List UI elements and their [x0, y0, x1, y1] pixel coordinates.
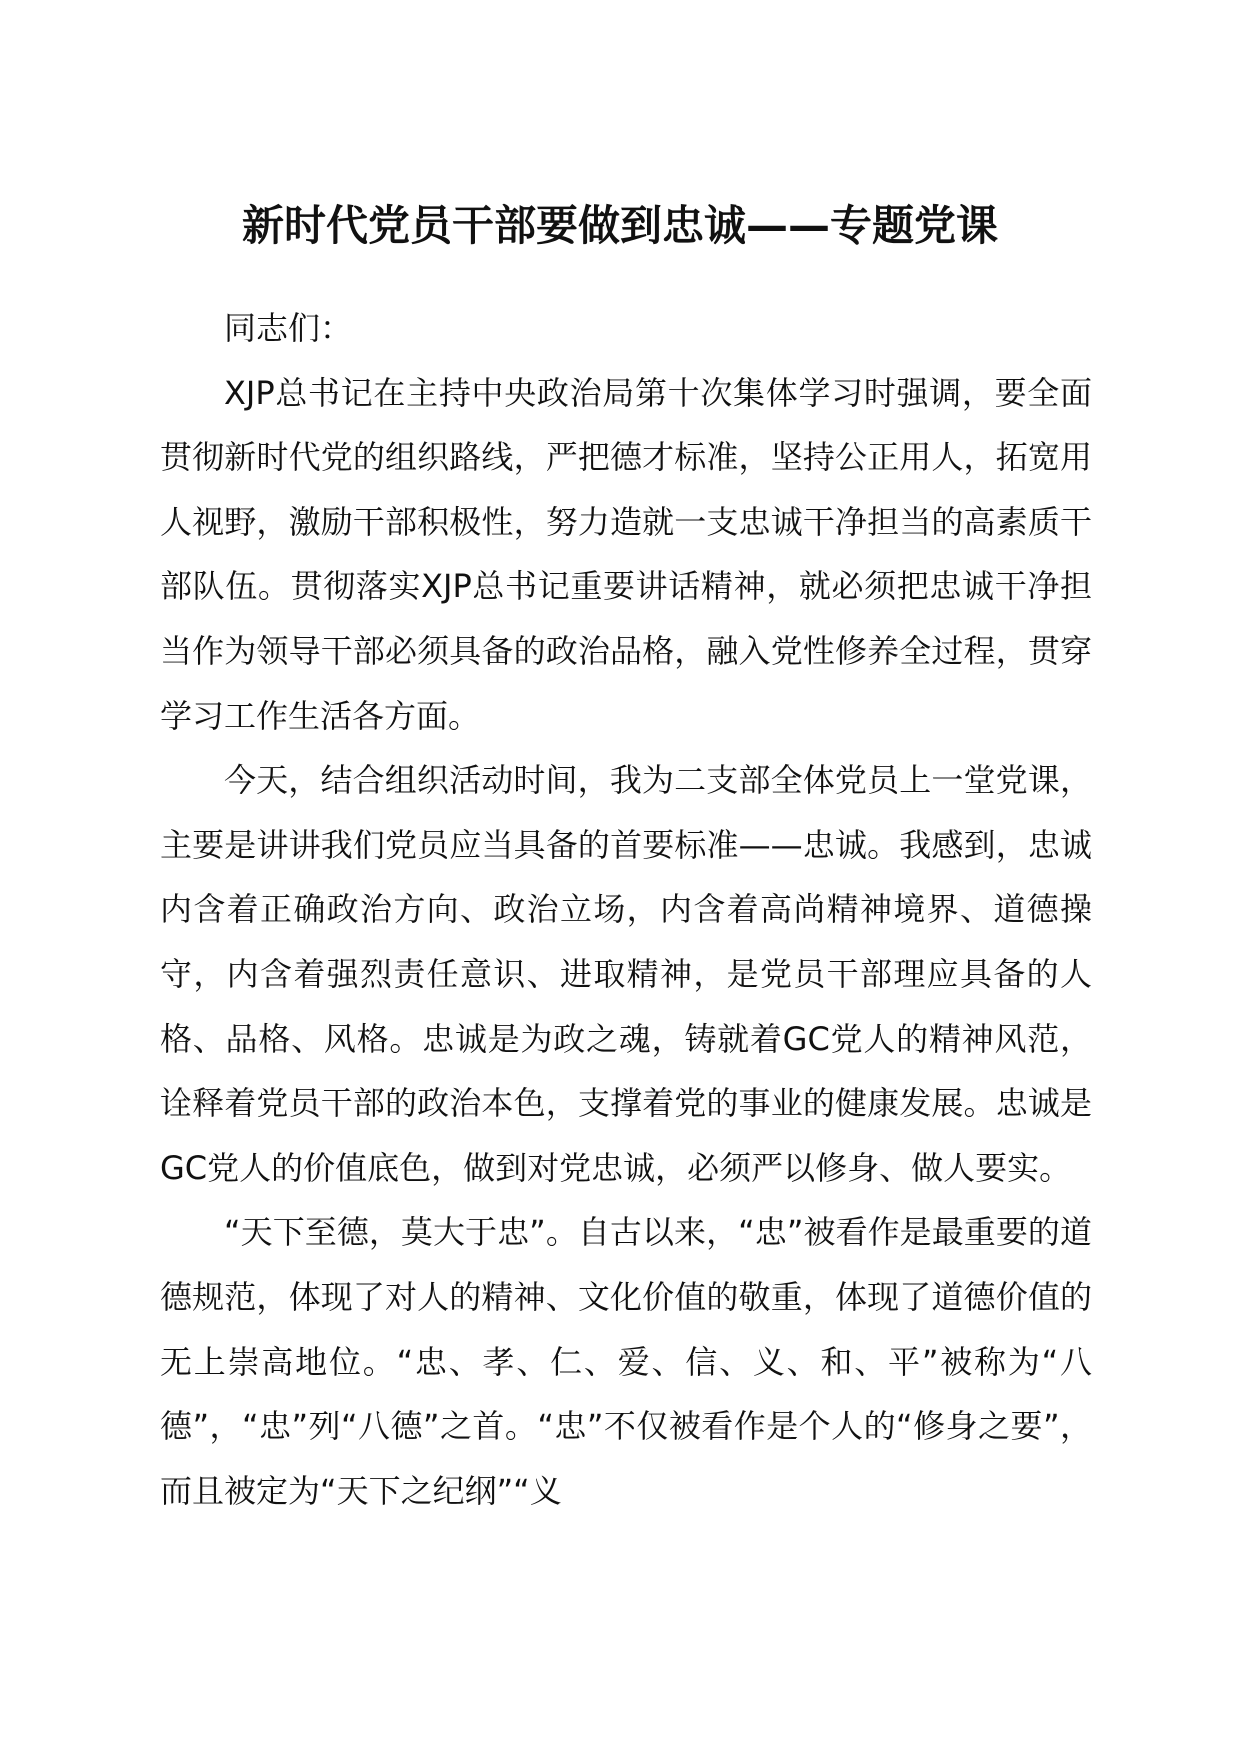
paragraph-1: XJP总书记在主持中央政治局第十次集体学习时强调，要全面贯彻新时代党的组织路线，严把德才标准，坚持公正用人，拓宽用人视野，激励干部积极性，努力造就一支忠诚干净担当的高素质干部队伍。贯彻落实XJP总书记重要讲话精神，就必须把忠诚干净担当作为领导干部必须具备的政治品格，融入党性修养全过程，贯穿学习工作生活各方面。 — [160, 373, 1092, 735]
salutation: 同志们： — [224, 309, 353, 347]
document-title: 新时代党员干部要做到忠诚——专题党课 — [241, 201, 998, 250]
document-body — [160, 296, 1092, 1523]
paragraph-2: 今天，结合组织活动时间，我为二支部全体党员上一堂党课，主要是讲讲我们党员应当具备的首要标准——忠诚。我感到，忠诚内含着正确政治方向、政治立场，内含着高尚精神境界、道德操守，内含着强烈责任意识、进取精神，是党员干部理应具备的人格、品格、风格。忠诚是为政之魂，铸就着GC党人的精神风范，诠释着党员干部的政治本色，支撑着党的事业的健康发展。忠诚是GC党人的价值底色，做到对党忠诚，必须严以修身、做人要实。 — [160, 761, 1092, 1187]
paragraph-3: “天下至德，莫大于忠”。自古以来，“忠”被看作是最重要的道德规范，体现了对人的精神、文化价值的敬重，体现了道德价值的无上崇高地位。“忠、孝、仁、爱、信、义、和、平”被称为“八德”，“忠”列“八德”之首。“忠”不仅被看作是个人的“修身之要”，而且被定为“天下之纪纲”“义 — [160, 1213, 1092, 1510]
